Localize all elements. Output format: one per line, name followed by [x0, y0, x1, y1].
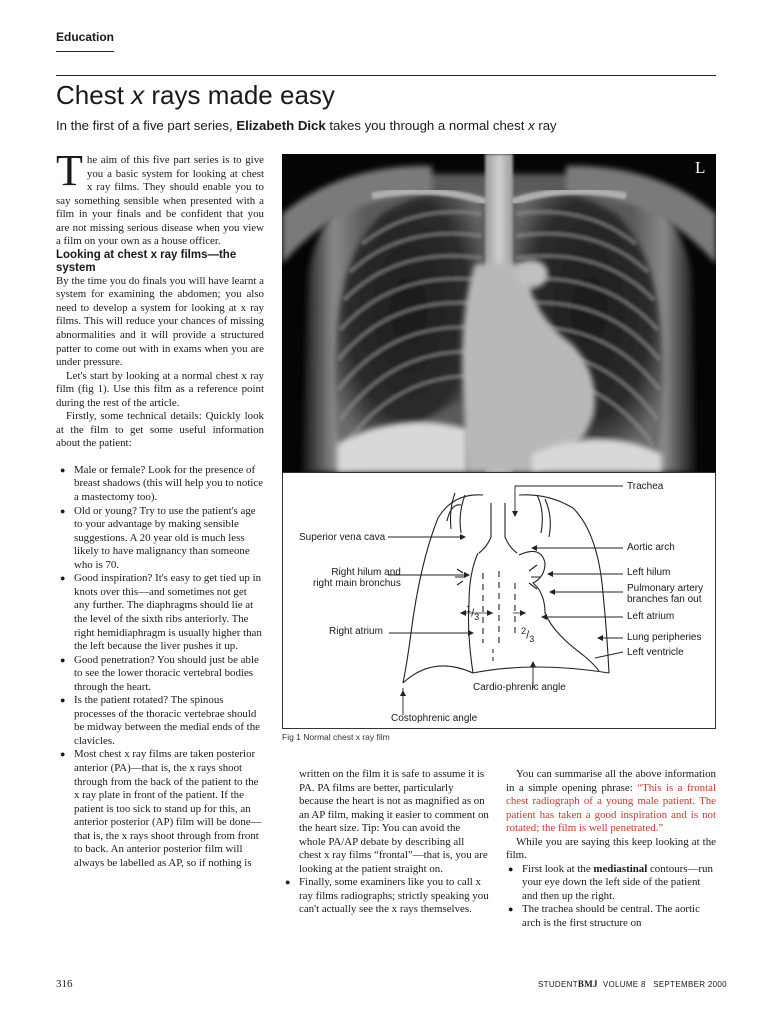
column-3	[506, 768, 716, 931]
checklist	[506, 863, 716, 931]
example-phrase: “This is a frontal chest radiograph of a young male patient. The patient has taken a good inspiration and is not rotated; the film is well penetrated.”	[506, 781, 716, 835]
article-title: Chest x rays made easy	[56, 80, 335, 110]
list-item: ● The trachea should be central. The aortic arch is the first structure on	[506, 903, 716, 930]
label-aortic-arch: Aortic arch	[627, 542, 675, 553]
list-item: ● Male or female? Look for the presence of breast shadows (this will help you to notice a mastectomy too).	[56, 464, 264, 505]
body-paragraph: While you are saying this keep looking at the film.	[506, 835, 716, 862]
list-item: ● Most chest x ray films are taken posterior anterior (PA)—that is, the x rays shoot through from the back of the patient to the x ray plate in front of the patient. If the patient is too sick to stand up for this, an anterior posterior (AP) film will be done—that is, the x rays shoot through from front to back. An anterior posterior film will always be labelled as AP, so if nothing is	[56, 748, 264, 870]
body-paragraph: Firstly, some technical details: Quickly look at the film to get some useful information about the patient:	[56, 410, 264, 450]
label-right-hilum: Right hilum and right main bronchus	[313, 567, 401, 589]
column-2	[299, 768, 489, 917]
label-costophrenic-angle: Costophrenic angle	[391, 713, 478, 724]
label-pulmonary-artery: Pulmonary artery branches fan out	[627, 583, 704, 605]
list-item: ● Old or young? Try to use the patient's age to your advantage by making sensible suggestions. A 20 year old is much less likely to have malignancy than someone who is 70.	[56, 505, 264, 573]
list-item: ● Finally, some examiners like you to call x ray films radiographs; strictly speaking you can't actually see the x rays themselves.	[283, 876, 489, 917]
label-superior-vena-cava: Superior vena cava	[299, 532, 386, 543]
section-rule	[56, 51, 114, 52]
checklist	[56, 464, 264, 870]
section-label: Education	[56, 30, 115, 44]
label-right-atrium: Right atrium	[329, 626, 383, 637]
chest-xray-image	[282, 154, 716, 472]
drop-cap: T	[56, 146, 83, 195]
list-item: ● Good inspiration? It's easy to get tied up in knots over this—and sometimes not get any further. The diaphragms should lie at the level of the sixth ribs anteriorly. The right hemidiaphragm is usually higher than the left because the liver pushes it up.	[56, 572, 264, 653]
body-paragraph: written on the film it is safe to assume it is PA. PA films are better, particularly because the heart is not as magnified as on an AP film, making it easier to comment on the heart size. Tip: You can avoid the whole PA/AP debate by describing all chest x ray films “frontal”—that is, you are looking at the patient straight on.	[299, 768, 489, 875]
label-left-ventricle: Left ventricle	[627, 647, 684, 658]
body-paragraph: You can summarise all the above information in a simple opening phrase: “This is a frontal chest radiograph of a young male patient. The patient has taken a good inspiration and is not rotated; the film is well penetrated.”	[506, 768, 716, 835]
list-item: ● Good penetration? You should just be able to see the lower thoracic vertebral bodies through the heart.	[56, 654, 264, 695]
label-trachea: Trachea	[627, 481, 664, 492]
side-marker: L	[695, 158, 706, 177]
body-paragraph: Let's start by looking at a normal chest x ray film (fig 1). Use this film as a reference point during the rest of the article.	[56, 369, 264, 409]
label-lung-peripheries: Lung peripheries	[627, 632, 702, 643]
list-item: ● First look at the mediastinal contours—run your eye down the left side of the patient and then up the right.	[506, 863, 716, 904]
label-left-atrium: Left atrium	[627, 611, 675, 622]
chest-diagram	[282, 472, 716, 729]
checklist	[283, 876, 489, 917]
article-subtitle: In the first of a five part series, Elizabeth Dick takes you through a normal chest x ray	[56, 118, 557, 133]
label-two-thirds: $^2/_3$	[521, 626, 535, 644]
label-left-hilum: Left hilum	[627, 567, 671, 578]
label-one-third: $^1/_3$	[466, 604, 480, 622]
journal-footer: STUDENTBMJ VOLUME 8 SEPTEMBER 2000	[538, 979, 727, 989]
body-paragraph: By the time you do finals you will have learnt a system for examining the abdomen; you also need to develop a system for looking at x ray films. This will reduce your chances of missing abnormalities and it will provide a structured patter to come out with in exams when you are under pressure.	[56, 274, 264, 369]
page-number: 316	[56, 978, 73, 990]
intro-paragraph: The aim of this five part series is to give you a basic system for looking at chest x ray films. They should enable you to say something sensible when presented with a film in your finals and be confident that you are not missing serious disease when you view a film on your own as a house officer.	[56, 146, 264, 248]
label-cardio-phrenic-angle: Cardio-phrenic angle	[473, 682, 566, 693]
subheading: Looking at chest x ray films—the system	[56, 248, 237, 274]
column-1	[56, 146, 264, 870]
header-rule	[56, 75, 716, 76]
list-item: ● Is the patient rotated? The spinous processes of the thoracic vertebrae should be midway between the medial ends of the clavicles.	[56, 694, 264, 748]
xray-drawing	[282, 154, 716, 472]
figure-caption: Fig 1 Normal chest x ray film	[282, 732, 390, 742]
author-name: Elizabeth Dick	[236, 118, 326, 133]
